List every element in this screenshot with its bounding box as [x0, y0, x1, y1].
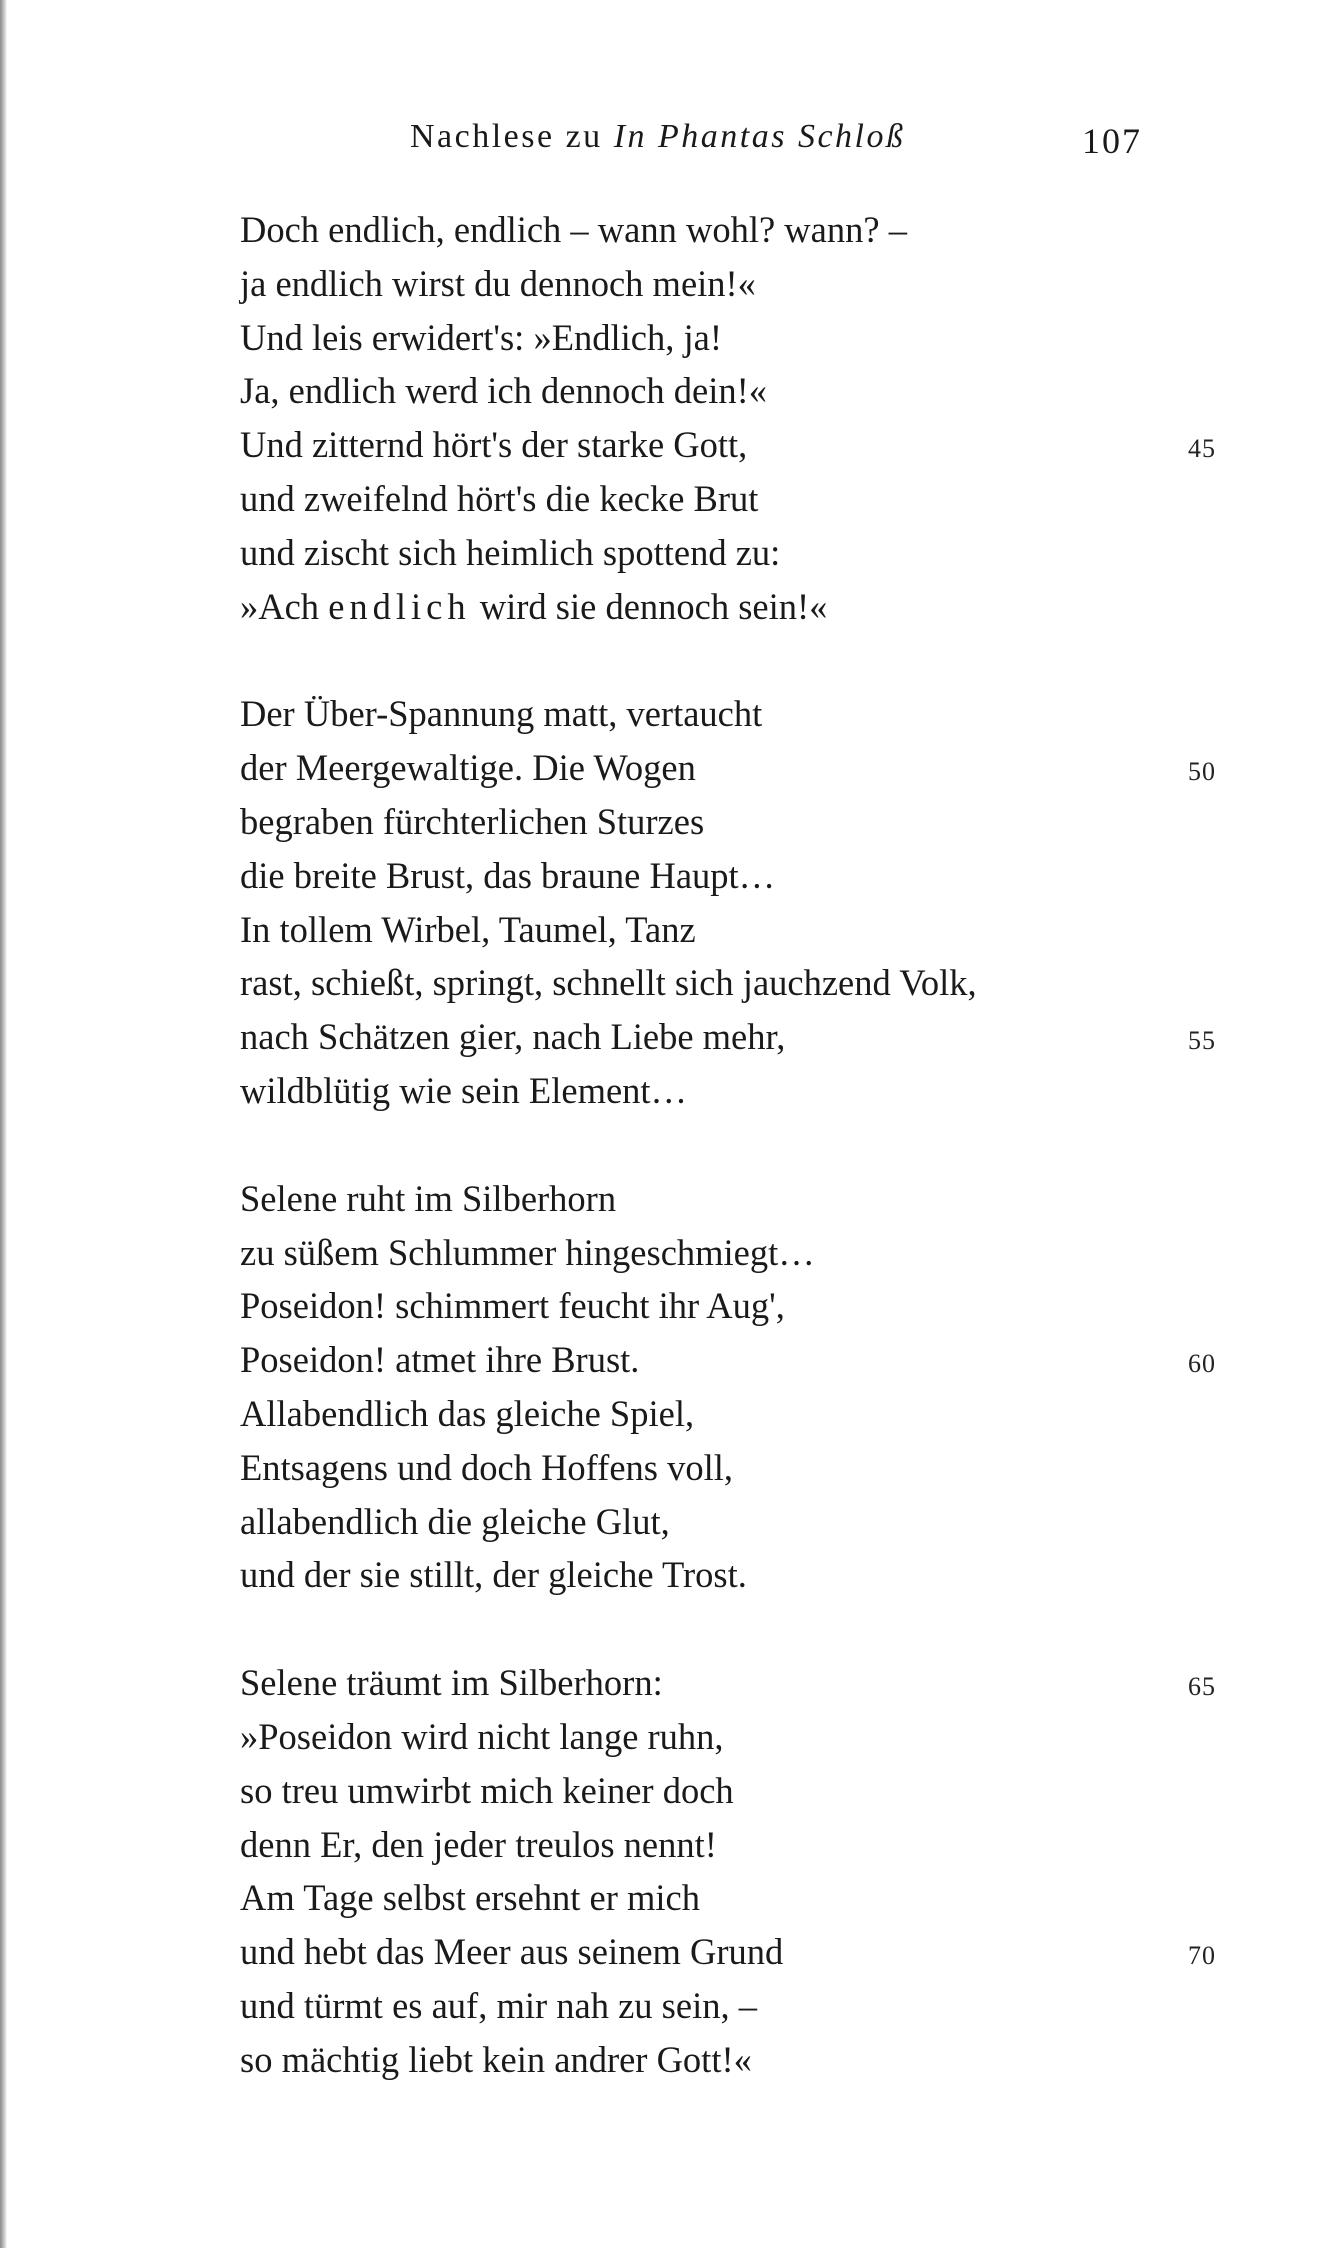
verse-text: Selene träumt im Silberhorn:	[240, 1662, 663, 1704]
verse-text: Der Über-Spannung matt, vertaucht	[240, 693, 763, 735]
verse-line	[240, 849, 1240, 903]
verse-text: Und leis erwidert's: »Endlich, ja!	[240, 316, 722, 358]
verse-line	[240, 1979, 1240, 2033]
verse-text: denn Er, den jeder treulos nennt!	[240, 1823, 717, 1865]
verse-line	[240, 903, 1240, 957]
verse-line	[240, 526, 1240, 580]
verse-text: der Meergewaltige. Die Wogen	[240, 747, 696, 789]
running-head-prefix: Nachlese zu	[410, 118, 614, 155]
verse-text: die breite Brust, das braune Haupt…	[240, 854, 776, 896]
verse-text: Poseidon! schimmert feucht ihr Aug',	[240, 1285, 785, 1327]
verse-text: und türmt es auf, mir nah zu sein, –	[240, 1984, 757, 2026]
verse-line	[240, 1818, 1240, 1872]
verse-line	[240, 1064, 1240, 1118]
line-number: 50	[1188, 757, 1216, 787]
verse-text: so mächtig liebt kein andrer Gott!«	[240, 2038, 752, 2080]
line-number: 55	[1188, 1026, 1216, 1056]
stanza-4	[240, 1656, 1240, 2086]
running-head-title	[410, 118, 906, 156]
verse-text-emphasis: endlich	[328, 585, 471, 627]
verse-line	[240, 311, 1240, 365]
verse-text-before: »Ach	[240, 585, 329, 627]
verse-text: so treu umwirbt mich keiner doch	[240, 1769, 734, 1811]
running-head-italic-title: In Phantas Schloß	[613, 118, 906, 155]
verse-text: Und zitternd hört's der starke Gott,	[240, 424, 748, 466]
verse-line	[240, 1226, 1240, 1280]
verse-line	[240, 1279, 1240, 1333]
verse-line	[240, 580, 1240, 634]
page-number: 107	[1082, 121, 1142, 161]
verse-line	[240, 741, 1240, 795]
verse-line	[240, 1387, 1240, 1441]
verse-text: und hebt das Meer aus seinem Grund	[240, 1931, 784, 1973]
running-head	[240, 118, 1175, 178]
verse-text: In tollem Wirbel, Taumel, Tanz	[240, 908, 696, 950]
verse-text: wildblütig wie sein Element…	[240, 1069, 688, 1111]
stanza-1	[240, 203, 1240, 633]
verse-line	[240, 795, 1240, 849]
verse-text: Ja, endlich werd ich dennoch dein!«	[240, 370, 768, 412]
verse-text-after: wird sie dennoch sein!«	[470, 585, 828, 627]
verse-line	[240, 472, 1240, 526]
verse-text: Selene ruht im Silberhorn	[240, 1177, 617, 1219]
verse-text: nach Schätzen gier, nach Liebe mehr,	[240, 1016, 786, 1058]
line-number: 70	[1188, 1941, 1216, 1971]
verse-text: »Poseidon wird nicht lange ruhn,	[240, 1715, 724, 1757]
verse-line	[240, 1871, 1240, 1925]
verse-text: allabendlich die gleiche Glut,	[240, 1500, 670, 1542]
verse-text: und zischt sich heimlich spottend zu:	[240, 531, 781, 573]
verse-line	[240, 956, 1240, 1010]
verse-line	[240, 364, 1240, 418]
line-number: 65	[1188, 1672, 1216, 1702]
line-number: 45	[1188, 434, 1216, 464]
verse-line	[240, 1441, 1240, 1495]
verse-line	[240, 203, 1240, 257]
verse-text: Poseidon! atmet ihre Brust.	[240, 1339, 640, 1381]
verse-text: Am Tage selbst ersehnt er mich	[240, 1877, 700, 1919]
verse-text: Allabendlich das gleiche Spiel,	[240, 1392, 695, 1434]
verse-line	[240, 1656, 1240, 1710]
verse-line	[240, 1010, 1240, 1064]
verse-text: ja endlich wirst du dennoch mein!«	[240, 262, 756, 304]
verse-text: Doch endlich, endlich – wann wohl? wann? –	[240, 209, 907, 250]
page-binding-edge	[0, 0, 7, 2248]
verse-text: Entsagens und doch Hoffens voll,	[240, 1446, 734, 1488]
verse-text: zu süßem Schlummer hingeschmiegt…	[240, 1231, 815, 1273]
verse-text: begraben fürchterlichen Sturzes	[240, 800, 705, 842]
stanza-2	[240, 687, 1240, 1117]
verse-line	[240, 1495, 1240, 1549]
verse-text: rast, schießt, springt, schnellt sich jauchzend Volk,	[240, 962, 977, 1004]
verse-line	[240, 1548, 1240, 1602]
verse-line	[240, 1925, 1240, 1979]
verse-text: und zweifelnd hört's die kecke Brut	[240, 477, 759, 519]
poem-body	[240, 203, 1240, 2087]
verse-line	[240, 257, 1240, 311]
verse-line	[240, 687, 1240, 741]
verse-line	[240, 2033, 1240, 2087]
verse-text: und der sie stillt, der gleiche Trost.	[240, 1554, 747, 1596]
verse-line	[240, 1333, 1240, 1387]
line-number: 60	[1188, 1349, 1216, 1379]
verse-line	[240, 1764, 1240, 1818]
stanza-3	[240, 1172, 1240, 1602]
verse-line	[240, 1172, 1240, 1226]
verse-line	[240, 418, 1240, 472]
verse-line	[240, 1710, 1240, 1764]
